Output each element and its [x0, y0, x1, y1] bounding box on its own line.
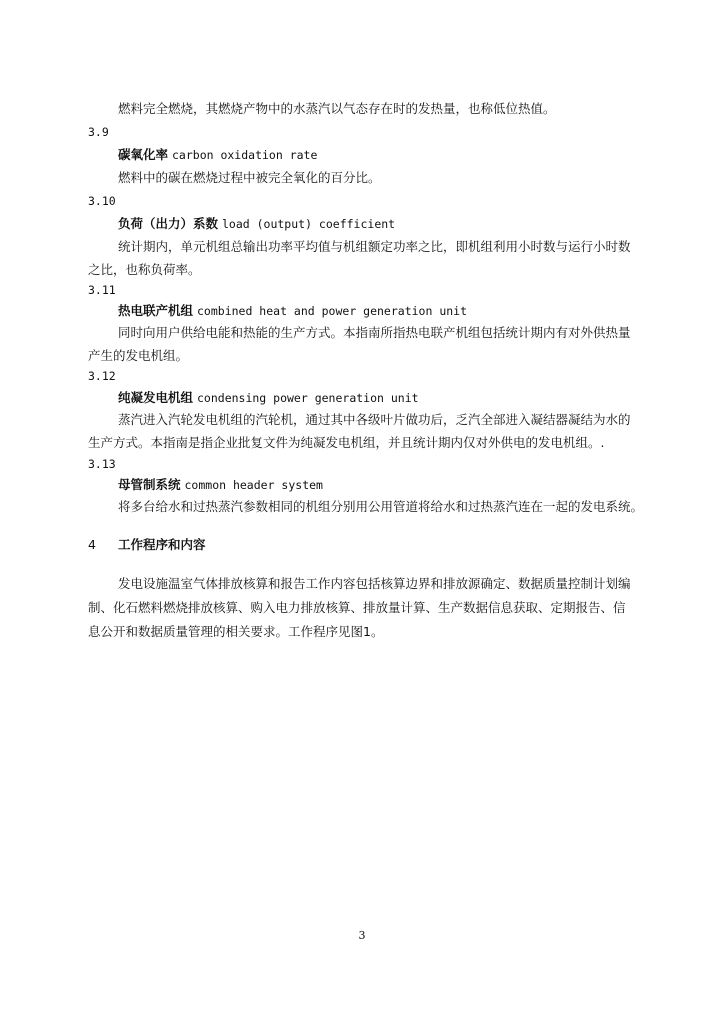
term-en: common header system: [184, 478, 323, 492]
term-number: 3.9: [88, 125, 109, 139]
section-body-line: 息公开和数据质量管理的相关要求。工作程序见图1。: [88, 624, 384, 639]
term-heading: [118, 390, 419, 406]
term-zh: 负荷（出力）系数: [118, 216, 219, 231]
term-heading: [118, 147, 317, 163]
term-number: 3.13: [88, 457, 116, 471]
page-number: 3: [358, 929, 366, 942]
term-en: condensing power generation unit: [197, 391, 419, 405]
term-definition: 之比，也称负荷率。: [88, 262, 201, 277]
term-zh: 碳氧化率: [118, 147, 169, 162]
term-en: combined heat and power generation unit: [197, 304, 468, 318]
term-definition: 燃料中的碳在燃烧过程中被完全氧化的百分比。: [118, 170, 381, 185]
term-number: 3.11: [88, 283, 116, 297]
term-number: 3.12: [88, 369, 116, 383]
intro-line: 燃料完全燃烧，其燃烧产物中的水蒸汽以气态存在时的发热量，也称低位热值。: [118, 101, 556, 116]
term-en: load (output) coefficient: [222, 217, 396, 231]
term-heading: [118, 477, 323, 493]
term-number: 3.10: [88, 194, 116, 208]
term-definition: 产生的发电机组。: [88, 348, 189, 363]
term-definition: 生产方式。本指南是指企业批复文件为纯凝发电机组，并且统计期内仅对外供电的发电机组。.: [88, 435, 605, 450]
term-en: carbon oxidation rate: [172, 148, 318, 162]
term-heading: [118, 303, 467, 319]
term-heading: [118, 216, 395, 232]
term-zh: 热电联产机组: [118, 303, 194, 318]
term-definition: 同时向用户供给电能和热能的生产方式。本指南所指热电联产机组包括统计期内有对外供热量: [118, 325, 631, 340]
term-definition: 将多台给水和过热蒸汽参数相同的机组分别用公用管道将给水和过热蒸汽连在一起的发电系统。: [118, 499, 644, 514]
term-zh: 纯凝发电机组: [118, 390, 194, 405]
section-body-line: 发电设施温室气体排放核算和报告工作内容包括核算边界和排放源确定、数据质量控制计划编: [118, 576, 631, 591]
section-body-line: 制、化石燃料燃烧排放核算、购入电力排放核算、排放量计算、生产数据信息获取、定期报告、信: [88, 600, 626, 615]
section-title: 工作程序和内容: [118, 537, 206, 552]
section-number: 4: [88, 537, 96, 552]
term-definition: 蒸汽进入汽轮发电机组的汽轮机，通过其中各级叶片做功后，乏汽全部进入凝结器凝结为水的: [118, 412, 631, 427]
term-definition: 统计期内，单元机组总输出功率平均值与机组额定功率之比，即机组利用小时数与运行小时数: [118, 239, 631, 254]
term-zh: 母管制系统: [118, 477, 181, 492]
